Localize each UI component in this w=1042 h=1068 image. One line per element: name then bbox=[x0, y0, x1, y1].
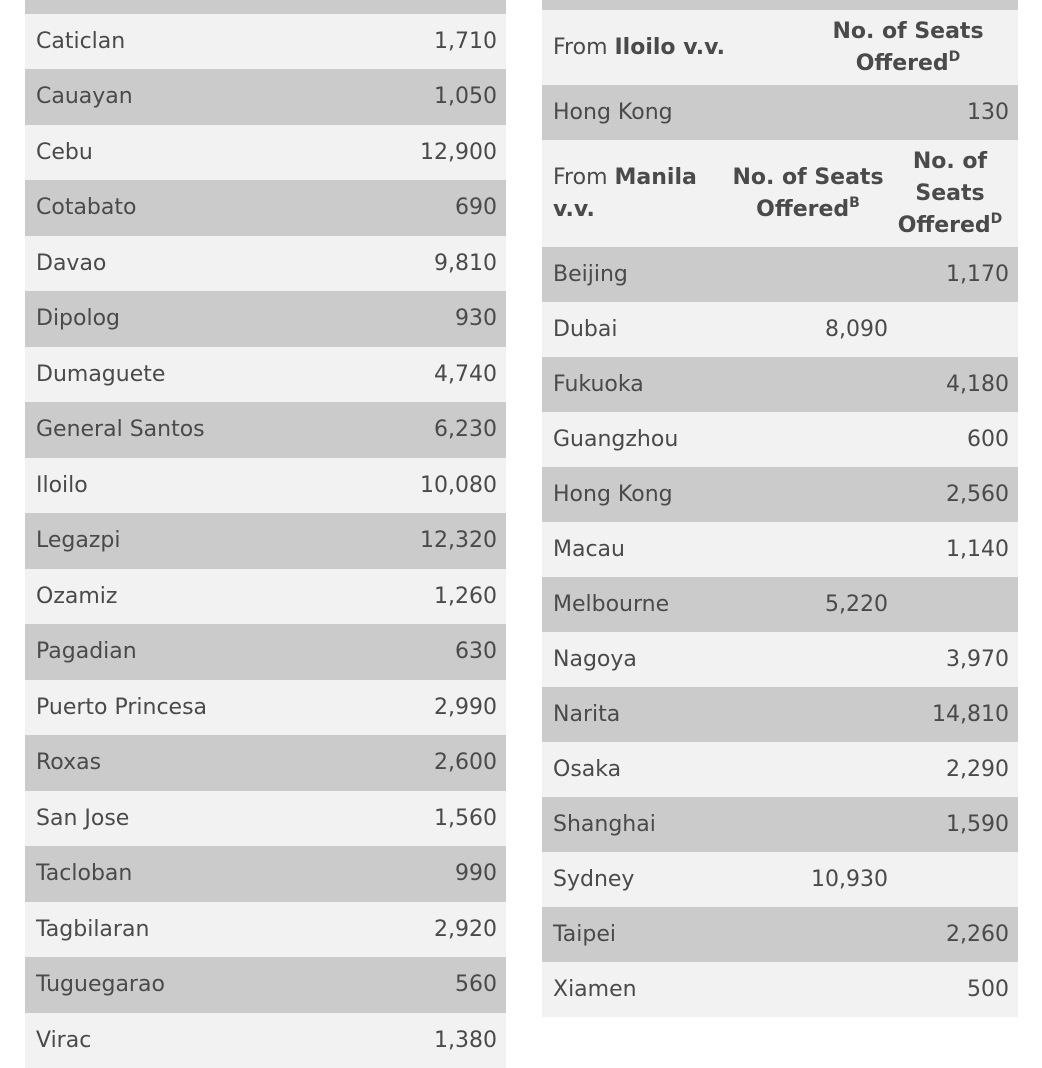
city-name: General Santos bbox=[36, 417, 434, 442]
seat-count: 2,990 bbox=[434, 695, 497, 720]
manila-seats-d-column-header: No. of Seats Offered$^D$ bbox=[888, 146, 1018, 242]
iloilo-header-row bbox=[542, 10, 1018, 85]
table-row bbox=[542, 522, 1018, 577]
city-name: Hong Kong bbox=[542, 100, 967, 125]
seat-count-d: 14,810 bbox=[888, 702, 1018, 727]
city-name: Pagadian bbox=[36, 639, 455, 664]
city-name: Beijing bbox=[542, 262, 748, 287]
table-row bbox=[25, 458, 506, 514]
seat-count: 2,920 bbox=[434, 917, 497, 942]
seat-count-d: 2,260 bbox=[888, 922, 1018, 947]
seat-count: 990 bbox=[455, 861, 497, 886]
city-name: Cauayan bbox=[36, 84, 434, 109]
table-row bbox=[542, 742, 1018, 797]
city-name: Melbourne bbox=[542, 592, 748, 617]
seat-count: 1,710 bbox=[434, 29, 497, 54]
table-row bbox=[542, 357, 1018, 412]
table-row bbox=[542, 247, 1018, 302]
seat-count-d: 600 bbox=[888, 427, 1018, 452]
seat-count: 1,050 bbox=[434, 84, 497, 109]
table-row bbox=[25, 569, 506, 625]
table-row bbox=[25, 69, 506, 125]
seat-count: 12,320 bbox=[420, 528, 497, 553]
table-row bbox=[25, 291, 506, 347]
seat-count: 9,810 bbox=[434, 251, 497, 276]
iloilo-from-label: From Iloilo v.v. bbox=[542, 35, 808, 60]
seat-count-d: 500 bbox=[888, 977, 1018, 1002]
manila-city-label: Manila bbox=[615, 165, 697, 190]
seat-count: 1,380 bbox=[434, 1028, 497, 1053]
seat-count-b: 10,930 bbox=[748, 867, 888, 892]
seat-count-d: 2,560 bbox=[888, 482, 1018, 507]
table-row bbox=[542, 962, 1018, 1017]
table-row bbox=[542, 797, 1018, 852]
city-name: Davao bbox=[36, 251, 434, 276]
table-row bbox=[25, 513, 506, 569]
table-row bbox=[542, 412, 1018, 467]
city-name: Dubai bbox=[542, 317, 748, 342]
seat-count-d: 4,180 bbox=[888, 372, 1018, 397]
seat-count-d: 1,140 bbox=[888, 537, 1018, 562]
city-name: Roxas bbox=[36, 750, 434, 775]
seat-count-b: 8,090 bbox=[748, 317, 888, 342]
city-name: San Jose bbox=[36, 806, 434, 831]
city-name: Taipei bbox=[542, 922, 748, 947]
manila-seats-b-column-header: No. of Seats Offered$^B$ bbox=[728, 162, 888, 226]
seat-count: 1,260 bbox=[434, 584, 497, 609]
seat-count-d: 1,170 bbox=[888, 262, 1018, 287]
city-name: Shanghai bbox=[542, 812, 748, 837]
city-name: Hong Kong bbox=[542, 482, 748, 507]
table-row bbox=[25, 624, 506, 680]
table-row bbox=[25, 846, 506, 902]
manila-header-row bbox=[542, 140, 1018, 247]
city-name: Dumaguete bbox=[36, 362, 434, 387]
table-row bbox=[542, 85, 1018, 140]
seat-count: 6,230 bbox=[434, 417, 497, 442]
seat-count: 12,900 bbox=[420, 140, 497, 165]
seat-count: 1,560 bbox=[434, 806, 497, 831]
table-row bbox=[542, 852, 1018, 907]
table-row bbox=[25, 791, 506, 847]
city-name: Caticlan bbox=[36, 29, 434, 54]
table-row bbox=[25, 180, 506, 236]
table-row bbox=[25, 347, 506, 403]
table-row bbox=[25, 1013, 506, 1068]
domestic-seats-table bbox=[25, 0, 506, 1068]
city-name: Tagbilaran bbox=[36, 917, 434, 942]
city-name: Narita bbox=[542, 702, 748, 727]
seat-count: 690 bbox=[455, 195, 497, 220]
table-row bbox=[542, 467, 1018, 522]
seat-count: 560 bbox=[455, 972, 497, 997]
iloilo-seats-column-header: No. of Seats Offered$^D$ bbox=[808, 16, 1018, 80]
iloilo-city-label: Iloilo v.v. bbox=[615, 35, 726, 60]
city-name: Tacloban bbox=[36, 861, 455, 886]
city-name: Virac bbox=[36, 1028, 434, 1053]
seat-count-d: 1,590 bbox=[888, 812, 1018, 837]
table-row bbox=[542, 302, 1018, 357]
table-row bbox=[25, 236, 506, 292]
city-name: Cebu bbox=[36, 140, 420, 165]
table-row bbox=[25, 402, 506, 458]
table-row bbox=[25, 902, 506, 958]
city-name: Fukuoka bbox=[542, 372, 748, 397]
city-name: Legazpi bbox=[36, 528, 420, 553]
city-name: Iloilo bbox=[36, 473, 420, 498]
city-name: Tuguegarao bbox=[36, 972, 455, 997]
table-row bbox=[25, 957, 506, 1013]
table-top-row bbox=[542, 0, 1018, 10]
seat-count-d: 2,290 bbox=[888, 757, 1018, 782]
seat-count: 2,600 bbox=[434, 750, 497, 775]
city-name: Dipolog bbox=[36, 306, 455, 331]
city-name: Ozamiz bbox=[36, 584, 434, 609]
table-row bbox=[25, 680, 506, 736]
table-row bbox=[25, 14, 506, 70]
city-name: Nagoya bbox=[542, 647, 748, 672]
table-row bbox=[542, 632, 1018, 687]
seat-count: 630 bbox=[455, 639, 497, 664]
city-name: Cotabato bbox=[36, 195, 455, 220]
seat-count: 930 bbox=[455, 306, 497, 331]
table-row bbox=[25, 125, 506, 181]
seat-count-b: 5,220 bbox=[748, 592, 888, 617]
city-name: Guangzhou bbox=[542, 427, 748, 452]
seat-count: 10,080 bbox=[420, 473, 497, 498]
seat-count: 4,740 bbox=[434, 362, 497, 387]
international-seats-table bbox=[542, 0, 1018, 1017]
city-name: Puerto Princesa bbox=[36, 695, 434, 720]
seat-count-d: 3,970 bbox=[888, 647, 1018, 672]
city-name: Sydney bbox=[542, 867, 748, 892]
city-name: Xiamen bbox=[542, 977, 748, 1002]
table-row bbox=[25, 0, 506, 14]
manila-from-label: From Manila v.v. bbox=[542, 162, 728, 226]
city-name: Macau bbox=[542, 537, 748, 562]
city-name: Osaka bbox=[542, 757, 748, 782]
table-row bbox=[25, 735, 506, 791]
table-row bbox=[542, 577, 1018, 632]
table-row bbox=[542, 687, 1018, 742]
table-row bbox=[542, 907, 1018, 962]
seat-count: 130 bbox=[967, 100, 1018, 125]
